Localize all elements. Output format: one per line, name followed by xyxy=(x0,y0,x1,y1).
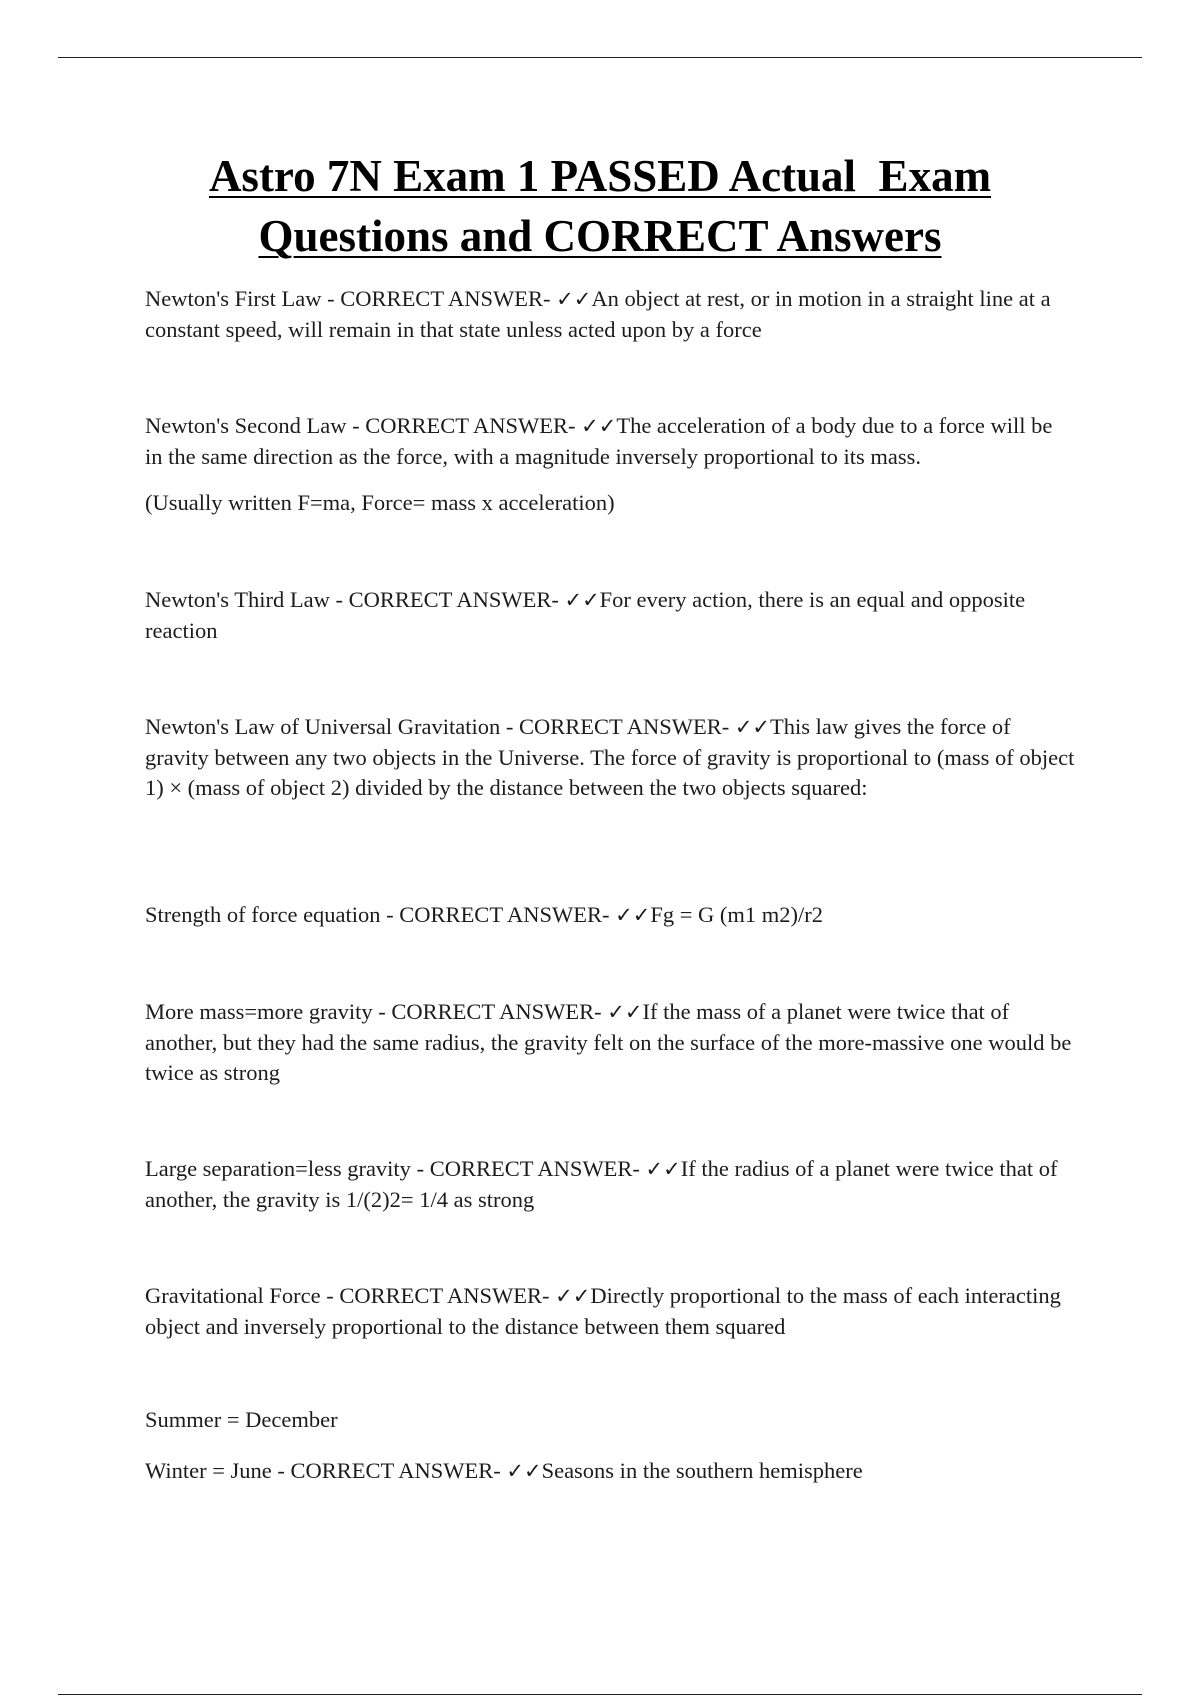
bottom-rule xyxy=(58,1694,1142,1695)
top-rule xyxy=(58,57,1142,58)
qa-term: Newton's First Law xyxy=(145,286,322,311)
qa-item-newtons-first-law: Newton's First Law - CORRECT ANSWER- ✓✓An object at rest, or in motion in a straight line at a constant speed, will remain in that state unless acted upon by a force xyxy=(145,286,1051,342)
check-icon: ✓✓ xyxy=(581,414,617,438)
check-icon: ✓✓ xyxy=(564,588,600,612)
qa-term: Winter = June xyxy=(145,1458,272,1483)
check-icon: ✓✓ xyxy=(555,1284,591,1308)
correct-answer-marker: CORRECT ANSWER- xyxy=(429,1156,640,1181)
correct-answer-marker: CORRECT ANSWER- xyxy=(365,413,576,438)
qa-term: Large separation=less gravity xyxy=(145,1156,411,1181)
check-icon: ✓✓ xyxy=(556,287,592,311)
qa-term: Newton's Third Law xyxy=(145,587,330,612)
qa-answer: If the radius of a planet were twice that of another, the gravity is 1/(2)2= 1/4 as strong xyxy=(145,1156,1058,1212)
qa-term: Gravitational Force xyxy=(145,1283,321,1308)
correct-answer-marker: CORRECT ANSWER- xyxy=(391,999,602,1024)
qa-term-line: Summer = December xyxy=(145,1407,338,1432)
qa-answer: For every action, there is an equal and opposite reaction xyxy=(145,587,1026,643)
document-title xyxy=(100,146,1100,266)
qa-term: Strength of force equation xyxy=(145,902,381,927)
check-icon: ✓✓ xyxy=(645,1157,681,1181)
correct-answer-marker: CORRECT ANSWER- xyxy=(348,587,559,612)
qa-item-large-separation: Large separation=less gravity - CORRECT ANSWER- ✓✓If the radius of a planet were twice that of another, the gravity is 1/(2)2= 1/4 as strong xyxy=(145,1156,1058,1212)
qa-answer: Fg = G (m1 m2)/r2 xyxy=(650,902,824,927)
qa-term: Newton's Second Law xyxy=(145,413,347,438)
check-icon: ✓✓ xyxy=(615,903,651,927)
qa-answer: Directly proportional to the mass of each interacting object and inversely proportional to the distance between them squared xyxy=(145,1283,1061,1339)
qa-answer: The acceleration of a body due to a force will be in the same direction as the force, with a magnitude inversely proportional to its mass. xyxy=(145,413,1053,469)
check-icon: ✓✓ xyxy=(506,1459,542,1483)
title-line-1: Astro 7N Exam 1 PASSED Actual Exam xyxy=(208,151,992,201)
correct-answer-marker: CORRECT ANSWER- xyxy=(340,286,551,311)
title-line-2: Questions and CORRECT Answers xyxy=(258,211,942,261)
qa-answer: Seasons in the southern hemisphere xyxy=(541,1458,863,1483)
qa-item-newtons-third-law: Newton's Third Law - CORRECT ANSWER- ✓✓For every action, there is an equal and opposite reaction xyxy=(145,587,1026,643)
qa-term: More mass=more gravity xyxy=(145,999,373,1024)
qa-item-gravitational-force: Gravitational Force - CORRECT ANSWER- ✓✓Directly proportional to the mass of each interacting object and inversely proportional to the distance between them squared xyxy=(145,1283,1061,1339)
qa-item-more-mass: More mass=more gravity - CORRECT ANSWER- ✓✓If the mass of a planet were twice that of another, but they had the same radius, the gravity felt on the surface of the more-massive one would be twice as strong xyxy=(145,999,1072,1085)
qa-item-seasons: Winter = June - CORRECT ANSWER- ✓✓Seasons in the southern hemisphere xyxy=(145,1458,863,1483)
qa-answer: If the mass of a planet were twice that of another, but they had the same radius, the gravity felt on the surface of the more-massive one would be twice as strong xyxy=(145,999,1072,1085)
qa-item-universal-gravitation: Newton's Law of Universal Gravitation - CORRECT ANSWER- ✓✓This law gives the force of gravity between any two objects in the Universe. The force of gravity is proportional to (mass of object 1) × (mass of object 2) divided by the distance between the two objects squared: xyxy=(145,714,1075,800)
correct-answer-marker: CORRECT ANSWER- xyxy=(399,902,610,927)
qa-answer: An object at rest, or in motion in a straight line at a constant speed, will remain in that state unless acted upon by a force xyxy=(145,286,1051,342)
check-icon: ✓✓ xyxy=(734,715,771,739)
correct-answer-marker: CORRECT ANSWER- xyxy=(339,1283,550,1308)
qa-answer: This law gives the force of gravity between any two objects in the Universe. The force of gravity is proportional to (mass of object 1) × (mass of object 2) divided by the distance between the two objects squared: xyxy=(145,714,1075,800)
qa-extra-note: (Usually written F=ma, Force= mass x acceleration) xyxy=(145,490,615,515)
check-icon: ✓✓ xyxy=(607,1000,643,1024)
qa-term: Newton's Law of Universal Gravitation xyxy=(145,714,501,739)
qa-item-strength-of-force: Strength of force equation - CORRECT ANSWER- ✓✓Fg = G (m1 m2)/r2 xyxy=(145,902,824,927)
qa-item-newtons-second-law: Newton's Second Law - CORRECT ANSWER- ✓✓The acceleration of a body due to a force will be in the same direction as the force, with a magnitude inversely proportional to its mass. xyxy=(145,413,1053,469)
correct-answer-marker: CORRECT ANSWER- xyxy=(290,1458,501,1483)
correct-answer-marker: CORRECT ANSWER- xyxy=(518,714,730,739)
